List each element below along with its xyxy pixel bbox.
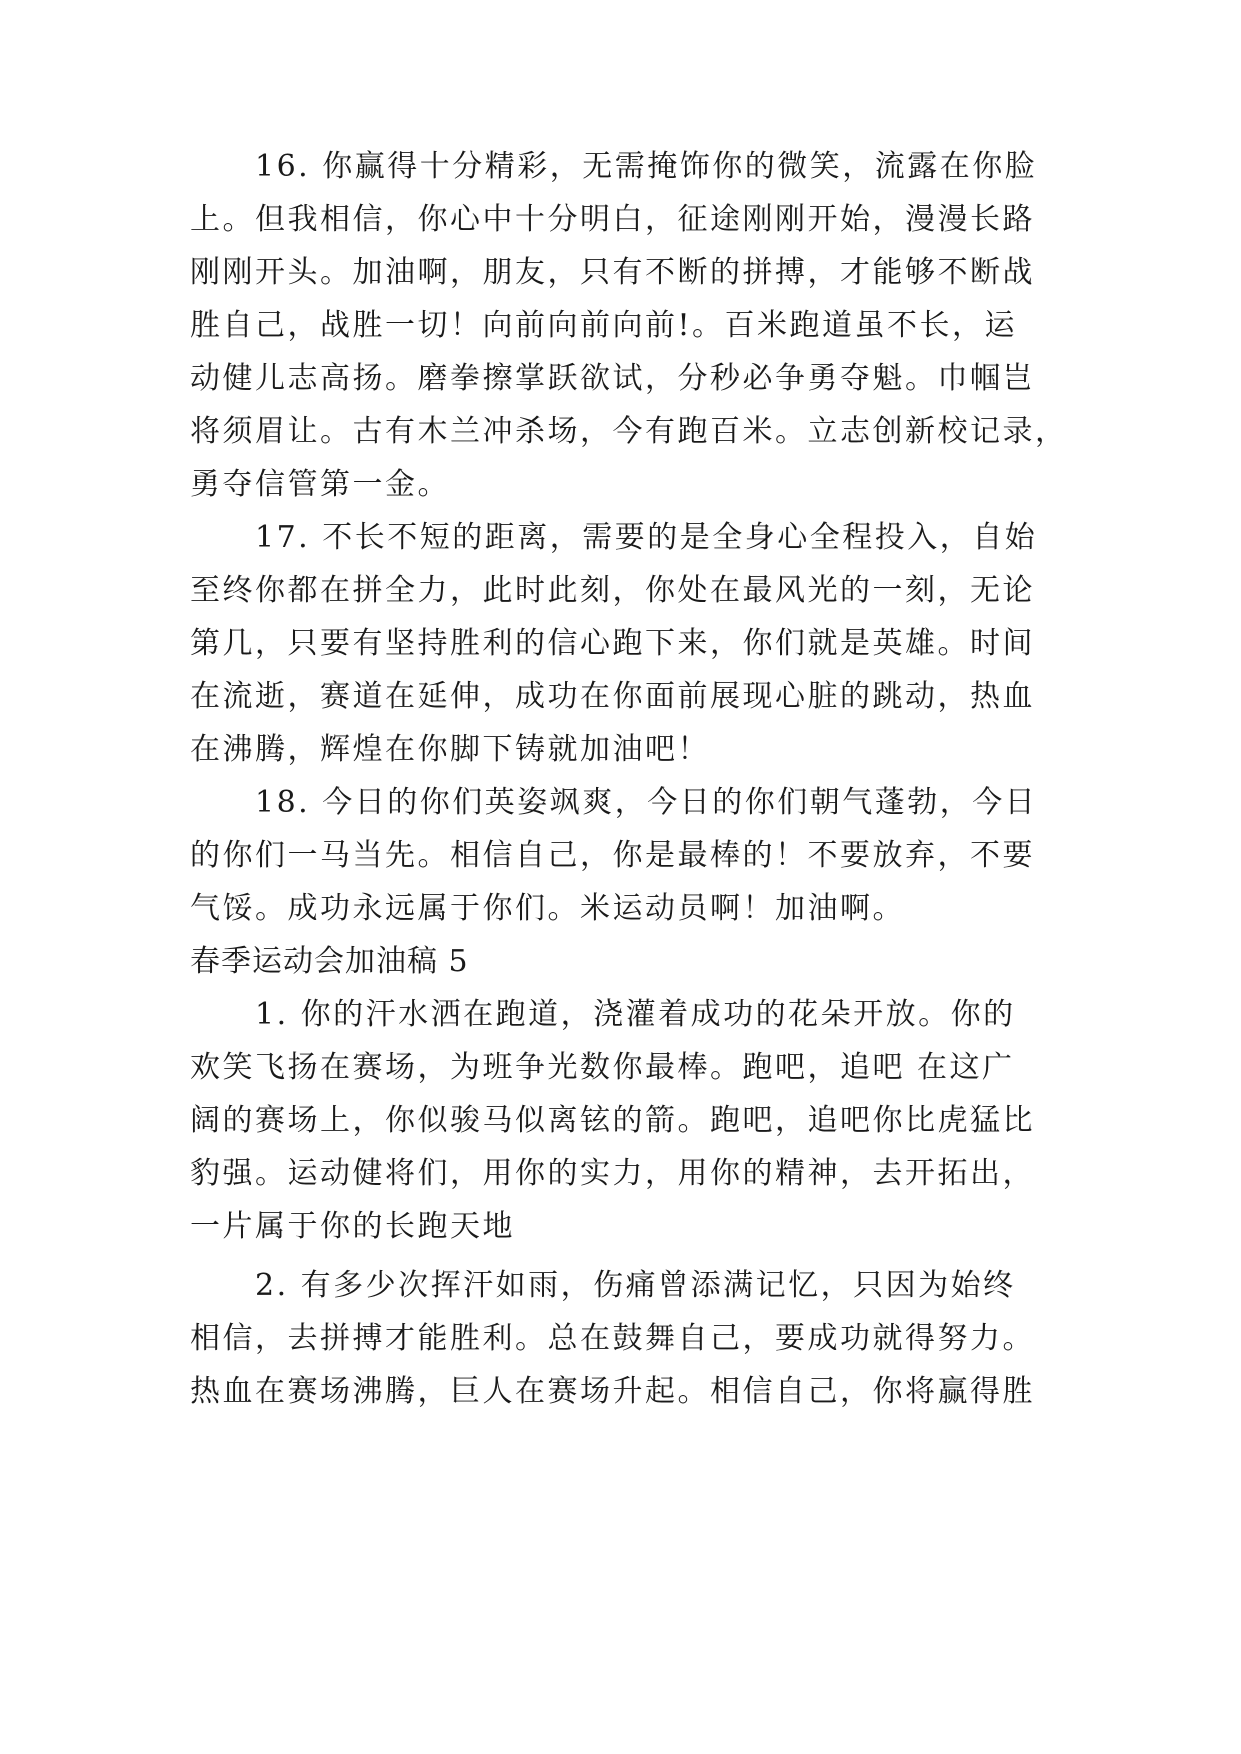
paragraph-18-line-1: 18. 今日的你们英姿飒爽，今日的你们朝气蓬勃，今日 — [190, 785, 1038, 820]
paragraph-17-line-1: 17. 不长不短的距离，需要的是全身心全程投入，自始 — [190, 520, 1038, 555]
paragraph-18-line-3: 气馁。成功永远属于你们。米运动员啊！加油啊。 — [190, 891, 905, 926]
paragraph-2-line-3: 热血在赛场沸腾，巨人在赛场升起。相信自己，你将赢得胜 — [190, 1374, 1035, 1409]
paragraph-16-line-7: 勇夺信管第一金。 — [190, 467, 450, 502]
paragraph-2-line-2: 相信，去拼搏才能胜利。总在鼓舞自己，要成功就得努力。 — [190, 1321, 1035, 1356]
paragraph-16-line-5: 动健儿志高扬。磨拳擦掌跃欲试，分秒必争勇夺魁。巾帼岂 — [190, 361, 1035, 396]
paragraph-16-line-6: 将须眉让。古有木兰冲杀场，今有跑百米。立志创新校记录， — [190, 414, 1068, 449]
paragraph-17-line-3: 第几，只要有坚持胜利的信心跑下来，你们就是英雄。时间 — [190, 626, 1035, 661]
paragraph-17-line-5: 在沸腾，辉煌在你脚下铸就加油吧！ — [190, 732, 710, 767]
paragraph-16-line-3: 刚刚开头。加油啊，朋友，只有不断的拼搏，才能够不断战 — [190, 255, 1035, 290]
paragraph-2-line-1: 2. 有多少次挥汗如雨，伤痛曾添满记忆，只因为始终 — [190, 1268, 1016, 1303]
paragraph-1-line-1: 1. 你的汗水洒在跑道，浇灌着成功的花朵开放。你的 — [190, 997, 1016, 1032]
paragraph-16-line-1: 16. 你赢得十分精彩，无需掩饰你的微笑，流露在你脸 — [190, 149, 1038, 184]
paragraph-16-line-2: 上。但我相信，你心中十分明白，征途刚刚开始，漫漫长路 — [190, 202, 1035, 237]
paragraph-1-line-3: 阔的赛场上，你似骏马似离铉的箭。跑吧，追吧你比虎猛比 — [190, 1103, 1035, 1138]
section-heading: 春季运动会加油稿 5 — [190, 944, 469, 979]
paragraph-17-line-4: 在流逝，赛道在延伸，成功在你面前展现心脏的跳动，热血 — [190, 679, 1035, 714]
paragraph-1-line-4: 豹强。运动健将们，用你的实力，用你的精神，去开拓出， — [190, 1156, 1035, 1191]
paragraph-1-line-2: 欢笑飞扬在赛场，为班争光数你最棒。跑吧，追吧 在这广 — [190, 1050, 1015, 1085]
paragraph-16-line-4: 胜自己，战胜一切！向前向前向前!。百米跑道虽不长，运 — [190, 308, 1018, 343]
paragraph-1-line-5: 一片属于你的长跑天地 — [190, 1209, 515, 1244]
paragraph-18-line-2: 的你们一马当先。相信自己，你是最棒的！不要放弃，不要 — [190, 838, 1035, 873]
paragraph-17-line-2: 至终你都在拼全力，此时此刻，你处在最风光的一刻，无论 — [190, 573, 1035, 608]
